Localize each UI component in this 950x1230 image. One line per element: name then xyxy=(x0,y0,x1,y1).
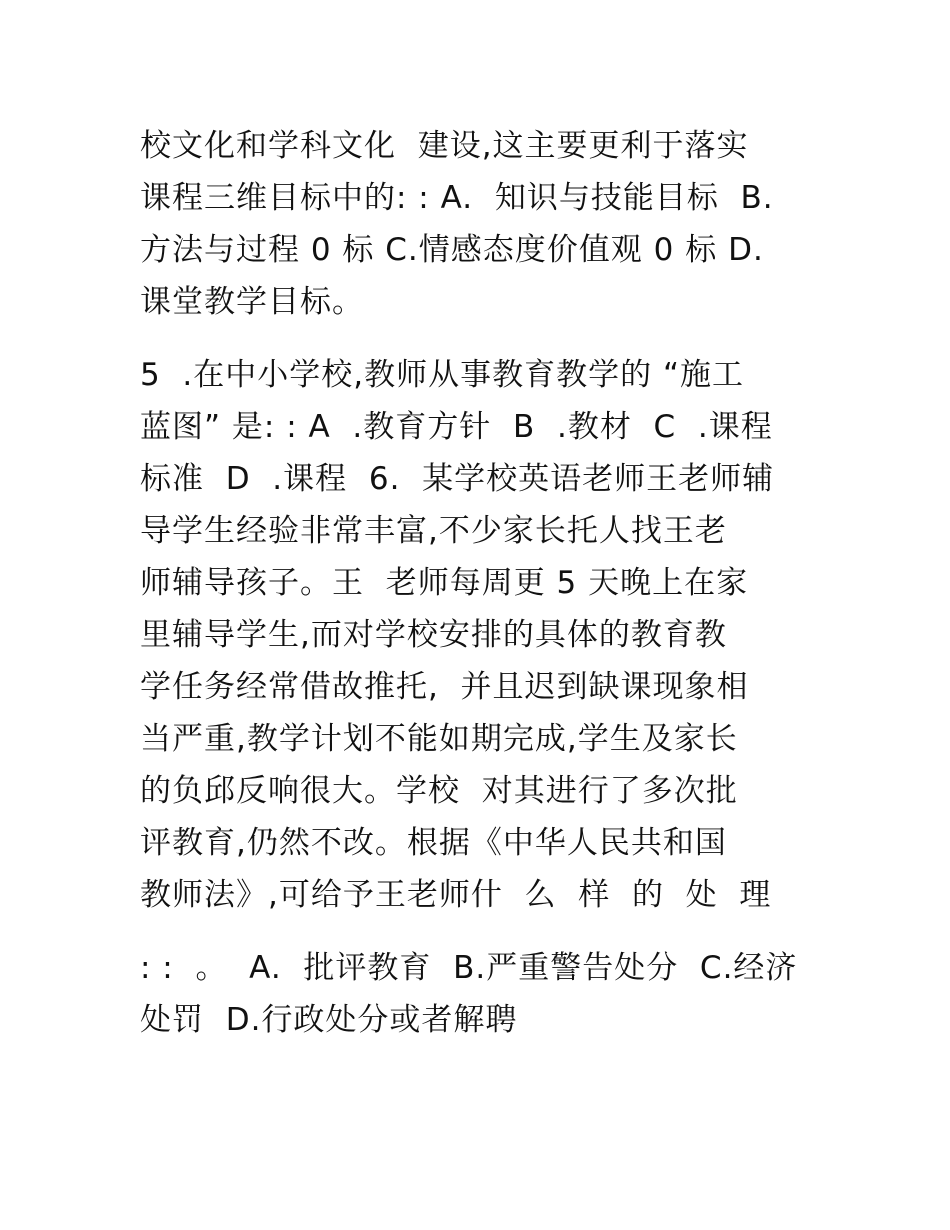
text-line: : : 。 A. 批评教育 B.严重警告处分 C.经济 xyxy=(140,950,798,986)
text-line: 课堂教学目标。 xyxy=(140,284,364,320)
text-line: 课程三维目标中的: : A. 知识与技能目标 B. xyxy=(140,180,774,216)
text-line: 评教育,仍然不改。根据《中华人民共和国 xyxy=(140,825,727,861)
text-line: 学任务经常借故推托, 并且迟到缺课现象相 xyxy=(140,669,749,705)
text-line: 当严重,教学计划不能如期完成,学生及家长 xyxy=(140,721,738,757)
text-line: 教师法》,可给予王老师什 么 样 的 处 理 xyxy=(140,877,772,913)
text-line: 师辅导孩子。王 老师每周更 5 天晚上在家 xyxy=(140,565,749,601)
text-line: 5 .在中小学校,教师从事教育教学的 “施工 xyxy=(140,357,745,393)
text-line: 蓝图” 是: : A .教育方针 B .教材 C .课程 xyxy=(140,409,773,445)
text-line: 导学生经验非常丰富,不少家长托人找王老 xyxy=(140,513,727,549)
text-line: 处罚 D.行政处分或者解聘 xyxy=(140,1002,518,1038)
text-line: 校文化和学科文化 建设,这主要更利于落实 xyxy=(140,128,749,164)
text-line: 的负邱反响很大。学校 对其进行了多次批 xyxy=(140,773,738,809)
text-line: 标准 D .课程 6. 某学校英语老师王老师辅 xyxy=(140,461,775,497)
text-line: 里辅导学生,而对学校安排的具体的教育教 xyxy=(140,617,727,653)
text-line: 方法与过程 0 标 C.情感态度价值观 0 标 D. xyxy=(140,232,764,268)
